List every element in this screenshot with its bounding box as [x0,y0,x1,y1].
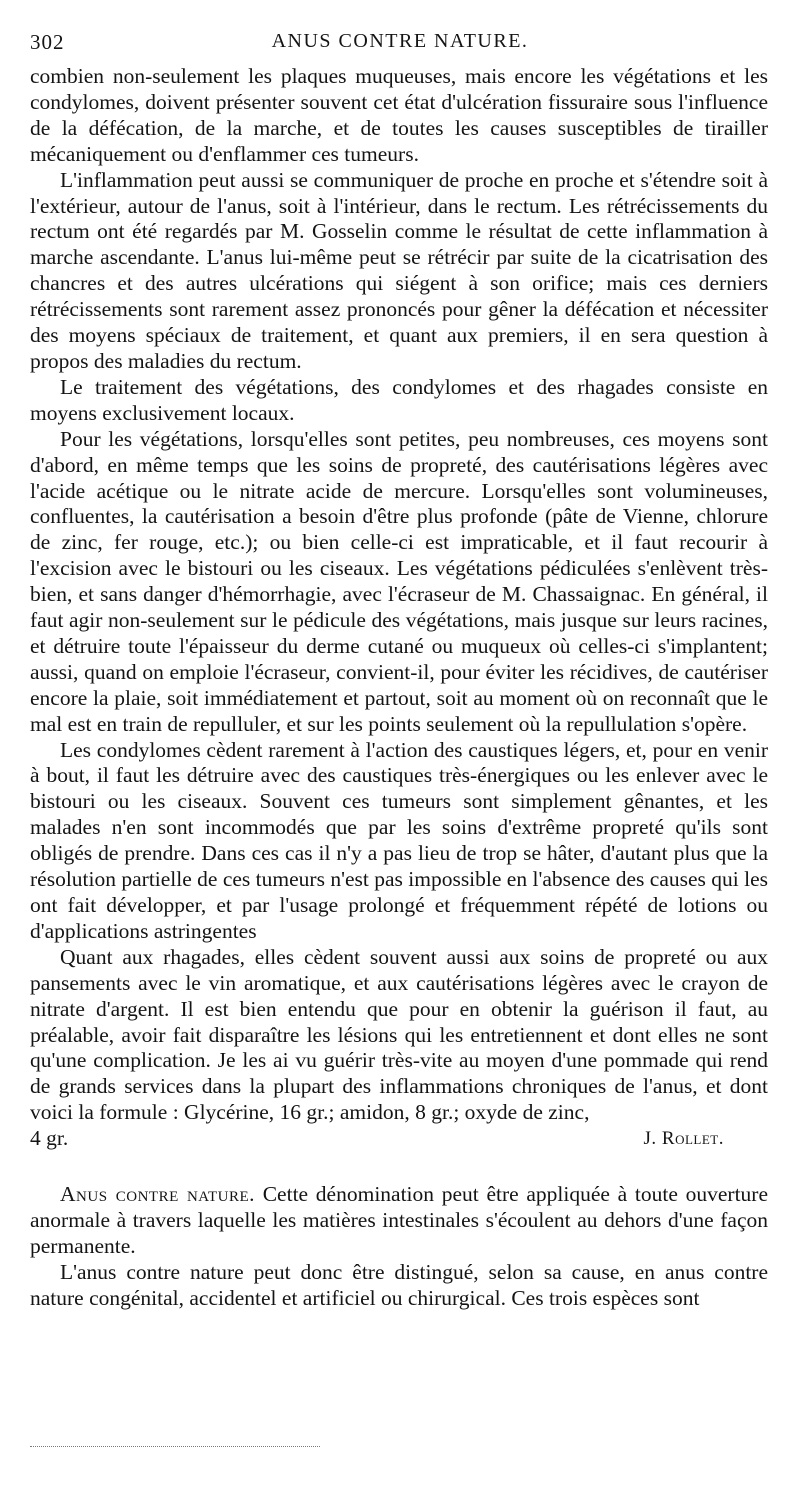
paragraph-vegetations: Pour les végétations, lorsqu'elles sont petites, peu nombreuses, ces moyens sont d'abord, en même temps que les soins de propreté, des cautérisations légères avec l'acide acétique ou le nitrate acide de mercure. Lorsqu'elles sont volumineuses, confluentes, la cautérisation a besoin d'être plus profonde (pâte de Vienne, chlorure de zinc, fer rouge, etc.); ou bien celle-ci est impraticable, et il faut recourir à l'excision avec le bistouri ou les ciseaux. Les végétations pédiculées s'enlèvent très-bien, et sans danger d'hémorrhagie, avec l'écraseur de M. Chassaignac. En général, il faut agir non-seulement sur le pédicule des végétations, mais jusque sur leurs racines, et détruire toute l'épaisseur du derme cutané ou muqueux où celles-ci s'implantent; aussi, quand on emploie l'écraseur, convient-il, pour éviter les récidives, de cautériser encore la plaie, soit immédiatement et partout, soit au moment où on reconnaît que le mal est en train de repulluler, et sur les points seulement où la repullulation s'opère. [30,426,768,736]
paragraph-rhagades [30,945,768,1126]
paragraph-inflammation: L'inflammation peut aussi se communiquer de proche en proche et s'étendre soit à l'extérieur, autour de l'anus, soit à l'intérieur, dans le rectum. Les rétrécissements du rectum ont été regardés par M. Gosselin comme le résultat de cette inflammation à marche ascendante. L'anus lui-même peut se rétrécir par suite de la cicatrisation des chancres et des autres ulcérations qui siégent à son orifice; mais ces derniers rétrécissements sont rarement assez prononcés pour gêner la défécation et nécessiter des moyens spéciaux de traitement, et quant aux premiers, il en sera question à propos des maladies du rectum. [30,167,768,373]
section-paragraph-1 [30,1182,768,1260]
running-title: ANUS CONTRE NATURE. [271,30,529,52]
paragraph-rhagades-text: Quant aux rhagades, elles cèdent souvent aussi aux soins de propreté ou aux pansements avec le vin aromatique, et aux cautérisations légères avec le crayon de nitrate d'argent. Il est bien entendu que pour en obtenir la guérison il faut, au préalable, avoir fait disparaître les lésions qui les entretiennent et dont elles ne sont qu'une complication. Je les ai vu guérir très-vite au moyen d'une pommade qui rend de grands services dans la plupart des inflammations chroniques de l'anus, et dont voici la formule : Glycérine, 16 gr.; amidon, 8 gr.; oxyde de zinc, [30,944,768,1125]
section-paragraph-1-text: Cette dénomination peut être appliquée à toute ouverture anormale à travers laquelle les matières intestinales s'écoulent au dehors d'une façon permanente. [30,1182,769,1258]
section-gap [30,1152,768,1182]
paragraph-condylomes: Les condylomes cèdent rarement à l'action des caustiques légers, et, pour en venir à bout, il faut les détruire avec des caustiques très-énergiques ou les enlever avec le bistouri ou les ciseaux. Souvent ces tumeurs sont simplement gênantes, et les malades n'en sont incommodés que par les soins d'extrême propreté qu'ils sont obligés de prendre. Dans ces cas il n'y a pas lieu de trop se hâter, d'autant plus que la résolution partielle de ces tumeurs n'est pas impossible en l'absence des causes qui les ont fait développer, et par l'usage prolongé et fréquemment répété de lotions ou d'applications astringentes [30,737,768,943]
signature-line [30,1126,768,1152]
section-paragraph-2: L'anus contre nature peut donc être distingué, selon sa cause, en anus contre nature congénital, accidentel et artificiel ou chirurgical. Ces trois espèces sont [30,1259,768,1310]
page-header [30,30,770,60]
paragraph-continuation: combien non-seulement les plaques muqueuses, mais encore les végétations et les condylomes, doivent présenter souvent cet état d'ulcération fissuraire sous l'influence de la défécation, de la marche, et de toutes les causes susceptibles de tirailler mécaniquement ou d'enflammer ces tumeurs. [30,64,768,166]
body-text [30,64,768,1312]
paragraph-traitement: Le traitement des végétations, des condylomes et des rhagades consiste en moyens exclusivement locaux. [30,374,768,425]
author-signature: J. Rollet. [643,1128,724,1150]
signature-row [30,1126,768,1152]
rhagades-last-line: 4 gr. [30,1126,69,1151]
page-number: 302 [30,30,65,54]
section-heading: Anus contre nature. [60,1182,255,1207]
footer-dotted-rule [30,1446,320,1447]
